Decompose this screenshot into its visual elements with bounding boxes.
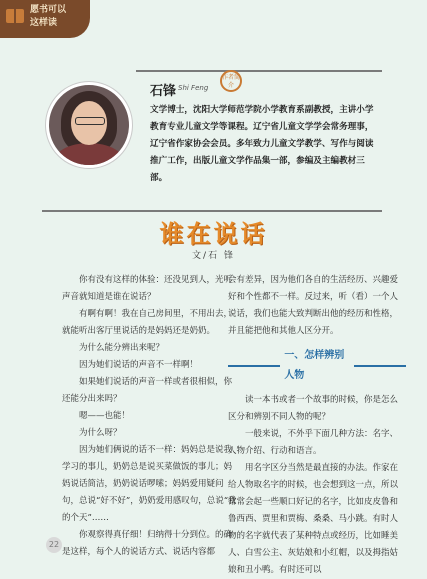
author-bottom-rule (42, 210, 382, 212)
author-name: 石锋 (150, 84, 177, 99)
paragraph: 嗯——也能！ (79, 411, 131, 421)
paragraph: 因为她们说话的声音不一样啊！ (79, 360, 199, 370)
section-rule-left (228, 365, 280, 367)
author-badge: 作者简介 (220, 70, 242, 92)
author-top-rule (136, 70, 382, 72)
page-number: 22 (46, 537, 62, 553)
paragraph: 用名字区分当然是最直接的办法。作家在给人物取名字的时候，也会想到这一点，所以常常会起一些顺口好记的名字，比如皮皮鲁和鲁西西、贾里和贾梅、桑桑、马小跳。有时人物的名字就代表了某种特点或经历，比如睡美人、白雪公主、灰姑娘和小红帽，以及拇指姑娘和丑小鸭。有时还可以 (228, 463, 399, 575)
paragraph: 有啊有啊！我在自己房间里，不用出去，就能听出客厅里说话的是妈妈还是奶奶。 (62, 309, 233, 336)
article-title: 谁在说话 (159, 220, 268, 248)
section-rule-right (354, 365, 406, 367)
left-column (62, 272, 240, 561)
author-photo (46, 82, 132, 168)
paragraph: 如果她们说话的声音一样或者很相似，你还能分出来吗？ (62, 377, 233, 404)
author-bio: 文学博士，沈阳大学师范学院小学教育系副教授，主讲小学教育专业儿童文学等课程。辽宁省儿童文学学会常务理事，辽宁省作家协会会员。多年致力儿童文学教学、写作与阅读推广工作，出版儿童文学作品集一部，参编及主编教材三部。 (150, 105, 374, 183)
book-icon (6, 9, 24, 23)
paragraph: 会有差异，因为他们各自的生活经历、兴趣爱好和个性都不一样。反过来，听（看）一个人说话，我们也能大致判断出他的经历和性格，并且能把他和其他人区分开。 (228, 275, 399, 336)
column-tag (0, 0, 90, 38)
right-column (228, 272, 406, 579)
paragraph: 因为她们俩说的话不一样：妈妈总是说我学习的事儿，奶奶总是说买菜做饭的事儿；妈妈说话简洁，奶奶说话啰嗦；妈妈爱用疑问句，总说“好不好”，奶奶爱用感叹句，总说“我的个天”…… (62, 445, 237, 523)
tag-line-2: 这样读 (30, 18, 58, 28)
tag-line-1: 愿书可以 (30, 5, 67, 15)
paragraph: 为什么呀？ (79, 428, 122, 438)
paragraph: 读一本书或者一个故事的时候，你是怎么区分和辨别不同人物的呢？ (228, 395, 399, 422)
section-heading-text: 一、怎样辨别人物 (284, 350, 345, 381)
column-tag-label (30, 4, 86, 30)
article-byline: 文/石 锋 (192, 251, 235, 261)
paragraph: 你有没有这样的体验：还没见到人，光听声音就知道是谁在说话？ (62, 275, 233, 302)
section-heading (228, 346, 406, 386)
paragraph: 一般来说，不外乎下面几种方法：名字、人物介绍、行动和语言。 (228, 429, 399, 456)
paragraph: 为什么能分辨出来呢？ (79, 343, 165, 353)
paragraph: 你观察得真仔细！归纳得十分到位。的确是这样，每个人的说话方式、说话内容都 (62, 530, 233, 557)
author-pinyin: Shi Feng (178, 84, 209, 92)
